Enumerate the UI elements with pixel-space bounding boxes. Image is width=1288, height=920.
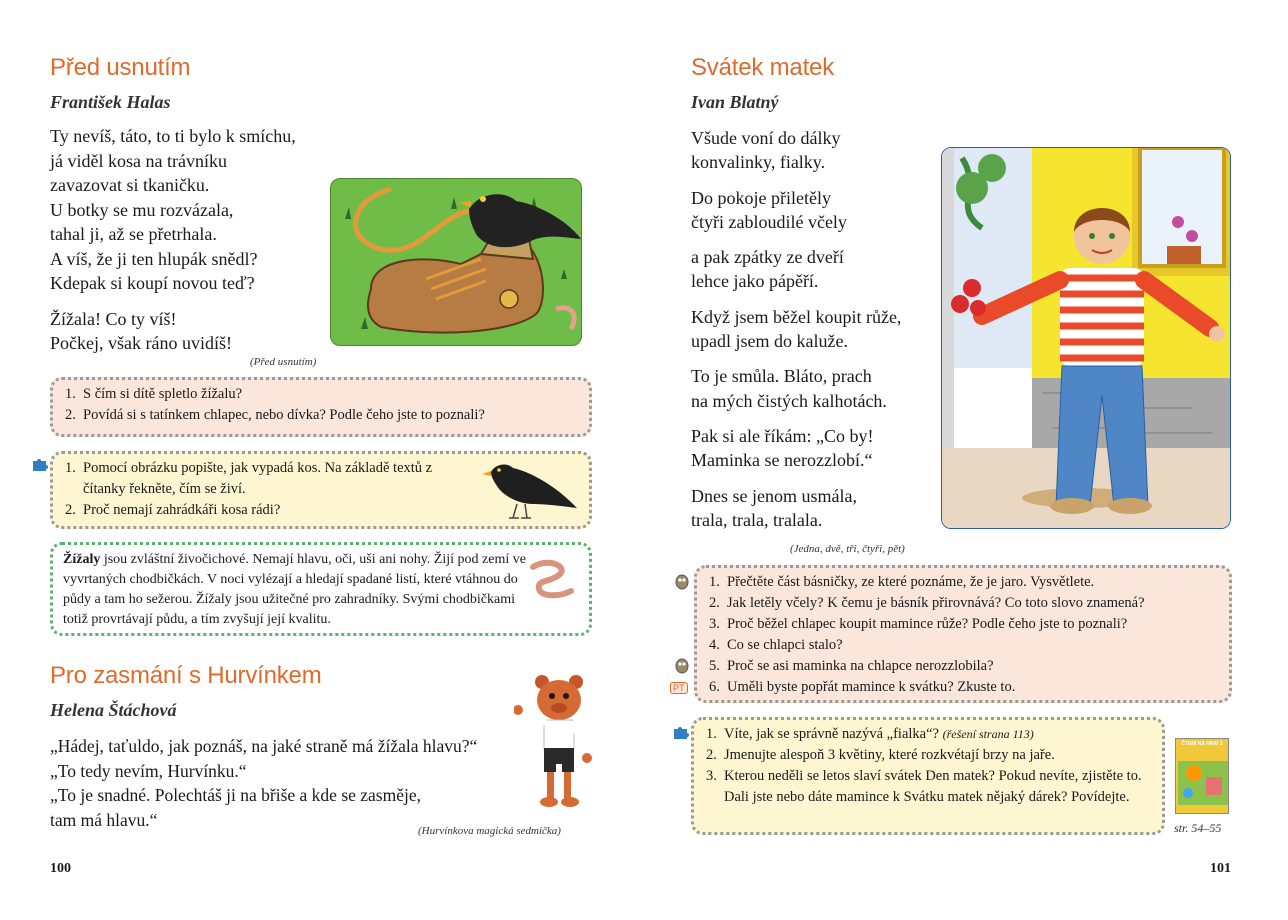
poem-line: Pak si ale říkám: „Co by!: [691, 425, 874, 446]
poem-line: U botky se mu rozvázala,: [50, 199, 234, 220]
poem-line: na mých čistých kalhotách.: [691, 390, 887, 411]
blackbird-shoe-illustration: [330, 178, 582, 346]
poem-line: Maminka se nerozzlobí.“: [691, 450, 873, 471]
poem-line: tam má hlavu.“: [50, 809, 158, 830]
poem-line: zavazovat si tkaničku.: [50, 175, 210, 195]
poem-line: Ty nevíš, táto, to ti bylo k smíchu,: [50, 126, 296, 146]
poem-author-stachova: Helena Štáchová: [50, 700, 177, 720]
poem-source-pred-usnutim: (Před usnutím): [250, 356, 317, 368]
question-item: 5. Proč se asi maminka na chlapce nerozzlobila?: [709, 658, 994, 674]
task-item: 1. Pomocí obrázku popište, jak vypadá kos. Na základě textů z čítanky řekněte, čím se živí.: [65, 460, 433, 497]
owl-icon: [674, 656, 690, 674]
poem-line: konvalinky, fialky.: [691, 152, 826, 173]
question-item: 6. Uměli byste popřát mamince k svátku? Zkuste to.: [709, 679, 1016, 695]
book-cover-thumbnail[interactable]: [1175, 738, 1229, 814]
poem-line: Žížala! Co ty víš!: [50, 308, 177, 329]
poem-line: „Hádej, taťuldo, jak poznáš, na jaké straně má žížala hlavu?“: [50, 736, 478, 756]
book-cover-title: ČTENÍ NA HRAÍ 2: [1181, 741, 1223, 747]
question-item: 3. Proč běžel chlapec koupit mamince růže? Podle čeho jste to poznali?: [709, 616, 1128, 632]
poem-author-blatny: Ivan Blatný: [691, 92, 779, 112]
poem-line: To je smůla. Bláto, prach: [691, 366, 872, 387]
poem-line: čtyři zabloudilé včely: [691, 211, 847, 232]
puzzle-icon: [673, 726, 689, 740]
puzzle-icon: [32, 458, 48, 472]
blackbird-shoe-drawing: [331, 179, 582, 346]
task-item: 1. Víte, jak se správně nazývá „fialka“? (řešení strana 113): [706, 726, 1034, 742]
poem-line: a pak zpátky ze dveří: [691, 247, 844, 268]
page-number-right: 101: [1210, 861, 1231, 876]
task-box-svatek-matek: [691, 717, 1165, 835]
poem-source-hurvinek: (Hurvínkova magická sedmička): [418, 825, 561, 837]
poem-line: já viděl kosa na trávníku: [50, 150, 227, 171]
question-item: 2. Jak letěly včely? K čemu je básník přirovnává? Co toto slovo znamená?: [709, 595, 1145, 611]
poem-line: „To je snadné. Polechtáš ji na břiše a kde se zasměje,: [50, 785, 422, 805]
boy-with-roses-drawing: [942, 148, 1231, 529]
poem-line: Všude voní do dálky: [691, 128, 841, 148]
task-box-blackbird: [50, 451, 592, 529]
poem-title-pred-usnutim: Před usnutím: [50, 54, 191, 81]
info-text: [63, 550, 537, 630]
poem-text-svatek-matek: [691, 126, 901, 532]
poem-author-halas: František Halas: [50, 92, 171, 112]
blackbird-icon: [481, 458, 581, 522]
owl-icon: [674, 572, 690, 590]
earthworm-icon: [529, 557, 575, 599]
task-item: 2. Jmenujte alespoň 3 květiny, které rozkvétají brzy na jaře.: [706, 747, 1055, 763]
question-item: 2. Povídá si s tatínkem chlapec, nebo dívka? Podle čeho jste to poznali?: [65, 407, 485, 423]
questions-box-poem1: [50, 377, 592, 437]
right-page: [644, 0, 1288, 920]
task-item: 2. Proč nemají zahrádkáři kosa rádi?: [65, 502, 281, 518]
poem-title-svatek-matek: Svátek matek: [691, 54, 834, 81]
boy-with-roses-illustration: [941, 147, 1231, 529]
poem-line: upadl jsem do kaluže.: [691, 331, 848, 352]
info-body: jsou zvláštní živočichové. Nemají hlavu, oči, uši ani nohy. Žijí pod zemí ve vyvrtaných chodbičkách. V noci vylézají a hledají spadané listí, které vtáhnou do půdy a tam ho sežerou. Žížaly jsou užitečné pro zahradníky. Svými chodbičkami totiž provrtávají půdu, a tím zvyšují její kvalitu.: [63, 552, 526, 627]
poem-line: A víš, že ji ten hlupák snědl?: [50, 248, 258, 269]
poem-source-svatek-matek: (Jedna, dvě, tři, čtyři, pět): [790, 543, 905, 555]
poem-text-pred-usnutim: [50, 124, 296, 356]
book-page-reference: str. 54–55: [1174, 821, 1222, 835]
pt-badge: PT: [670, 682, 688, 694]
poem-line: trala, trala, tralala.: [691, 509, 823, 530]
poem-line: Do pokoje přiletěly: [691, 187, 831, 208]
hurvinek-puppet-illustration: [514, 672, 600, 810]
task-item: 3. Kterou neděli se letos slaví svátek Den matek? Pokud nevíte, zjistěte to. Dali jste nebo dáte mamince k Svátku matek nějaký dárek? Povídejte.: [706, 768, 1142, 805]
question-item: 4. Co se chlapci stalo?: [709, 637, 843, 653]
solution-reference: (řešení strana 113): [942, 727, 1034, 741]
questions-box-svatek-matek: [694, 565, 1232, 703]
page-number-left: 100: [50, 861, 71, 876]
question-item: 1. S čím si dítě spletlo žížalu?: [65, 386, 243, 402]
info-bold-term: Žížaly: [63, 552, 101, 567]
poem-line: tahal ji, až se přetrhala.: [50, 224, 217, 244]
poem-line: „To tedy nevím, Hurvínku.“: [50, 760, 247, 781]
book-cover-picture: [1176, 747, 1229, 807]
poem-title-hurvinek: Pro zasmání s Hurvínkem: [50, 662, 322, 689]
question-item: 1. Přečtěte část básničky, ze které poznáme, že je jaro. Vysvětlete.: [709, 574, 1095, 590]
poem-line: Dnes se jenom usmála,: [691, 485, 857, 506]
poem-line: Kdepak si koupí novou teď?: [50, 273, 255, 293]
poem-line: Počkej, však ráno uvidíš!: [50, 333, 232, 353]
poem-line: Když jsem běžel koupit růže,: [691, 306, 902, 327]
info-box-earthworms: [50, 542, 592, 636]
poem-line: lehce jako pápěří.: [691, 271, 819, 292]
poem-text-hurvinek: [50, 734, 477, 832]
